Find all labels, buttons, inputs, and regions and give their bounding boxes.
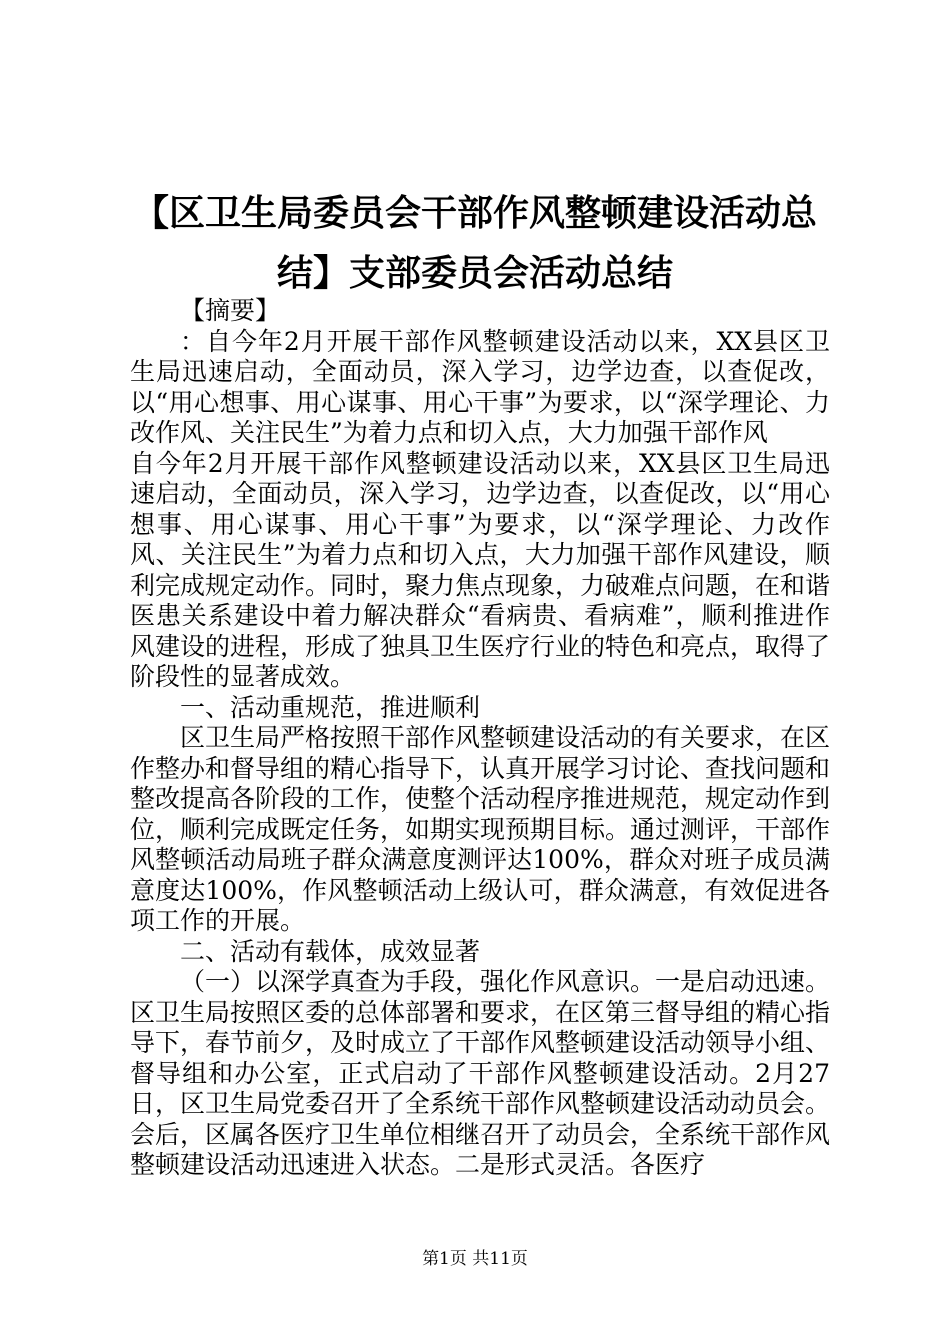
body-paragraph: 区卫生局严格按照干部作风整顿建设活动的有关要求，在区作整办和督导组的精心指导下，认真开展学习讨论、查找问题和整改提高各阶段的工作，使整个活动程序推进规范，规定动作到位，顺利完成既定任务，如期实现预期目标。通过测评，干部作风整顿活动局班子群众满意度测评达100%，群众对班子成员满意度达100%，作风整顿活动上级认可，群众满意，有效促进各项工作的开展。 (130, 723, 831, 935)
section-heading: 一、活动重规范，推进顺利 (180, 692, 481, 722)
page-footer: 第1页 共11页 (422, 1249, 528, 1269)
body-paragraph: 自今年2月开展干部作风整顿建设活动以来，XX县区卫生局迅速启动，全面动员，深入学习，边学边查，以查促改，以“用心想事、用心谋事、用心干事”为要求，以“深学理论、力改作风、关注民生”为着力点和切入点，大力加强干部作风建设，顺利完成规定动作。同时，聚力焦点现象，力破难点问题，在和谐医患关系建设中着力解决群众“看病贵、看病难”，顺利推进作风建设的进程，形成了独具卫生医疗行业的特色和亮点，取得了阶段性的显著成效。 (130, 448, 831, 691)
document-title: 【区卫生局委员会干部作风整顿建设活动总结】支部委员会活动总结 (132, 192, 817, 294)
section-heading: 二、活动有载体，成效显著 (180, 936, 481, 966)
abstract-label: 【摘要】 (180, 296, 281, 325)
document-body (130, 296, 830, 1181)
abstract-text: ：自今年2月开展干部作风整顿建设活动以来，XX县区卫生局迅速启动，全面动员，深入学习，边学边查，以查促改，以“用心想事、用心谋事、用心干事”为要求，以“深学理论、力改作风、关注民生”为着力点和切入点，大力加强干部作风 (130, 326, 830, 447)
body-paragraph: （一）以深学真查为手段，强化作风意识。一是启动迅速。区卫生局按照区委的总体部署和要求，在区第三督导组的精心指导下，春节前夕，及时成立了干部作风整顿建设活动领导小组、督导组和办公室，正式启动了干部作风整顿建设活动。2月27日，区卫生局党委召开了全系统干部作风整顿建设活动动员会。会后，区属各医疗卫生单位相继召开了动员会，全系统干部作风整顿建设活动迅速进入状态。二是形式灵活。各医疗 (130, 967, 831, 1179)
